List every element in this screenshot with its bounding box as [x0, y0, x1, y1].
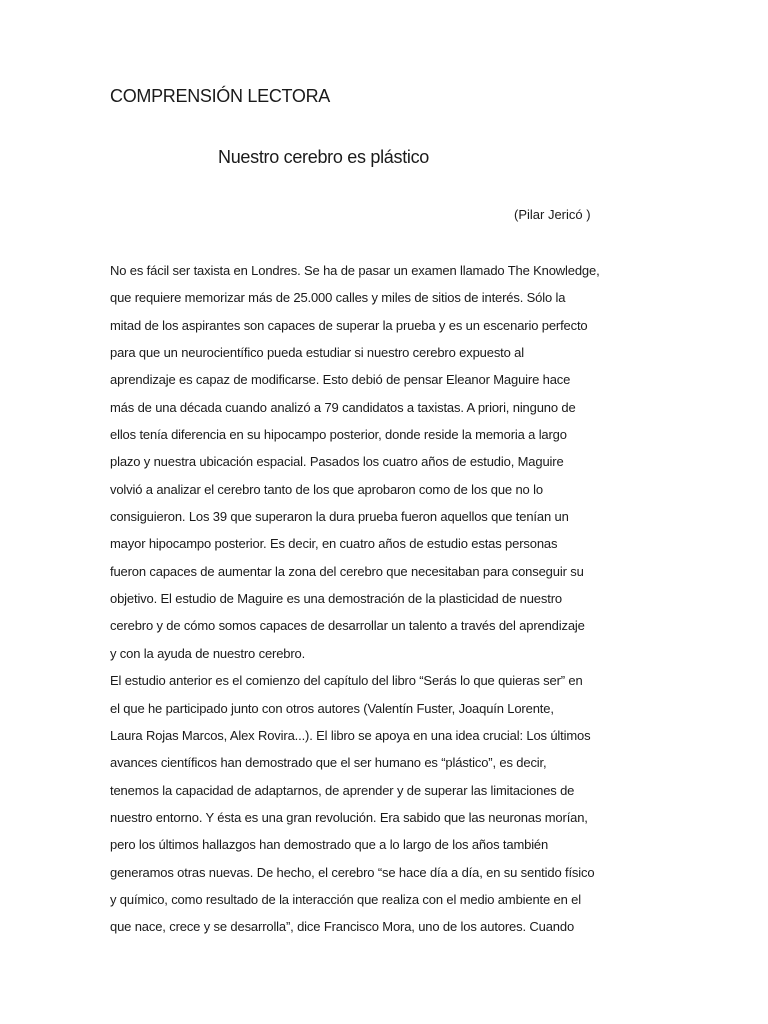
text-line: consiguieron. Los 39 que superaron la dura prueba fueron aquellos que tenían un	[110, 509, 569, 525]
text-line: y químico, como resultado de la interacción que realiza con el medio ambiente en el	[110, 891, 581, 907]
text-line: cerebro y de cómo somos capaces de desarrollar un talento a través del aprendizaje	[110, 618, 585, 634]
text-line: para que un neurocientífico pueda estudiar si nuestro cerebro expuesto al	[110, 345, 524, 361]
text-line: más de una década cuando analizó a 79 candidatos a taxistas. A priori, ninguno de	[110, 399, 576, 415]
article-body	[110, 257, 610, 941]
text-line: el que he participado junto con otros autores (Valentín Fuster, Joaquín Lorente,	[110, 700, 554, 716]
article-title: Nuestro cerebro es plástico	[218, 147, 430, 167]
text-line: generamos otras nuevas. De hecho, el cerebro “se hace día a día, en su sentido físico	[110, 864, 595, 880]
text-line: volvió a analizar el cerebro tanto de los que aprobaron como de los que no lo	[110, 481, 543, 497]
text-line: fueron capaces de aumentar la zona del cerebro que necesitaban para conseguir su	[110, 563, 584, 579]
article-author: (Pilar Jericó )	[514, 207, 591, 222]
text-line: Laura Rojas Marcos, Alex Rovira...). El libro se apoya en una idea crucial: Los últimos	[110, 727, 591, 743]
text-line: aprendizaje es capaz de modificarse. Esto debió de pensar Eleanor Maguire hace	[110, 372, 571, 388]
text-line: que requiere memorizar más de 25.000 calles y miles de sitios de interés. Sólo la	[110, 290, 566, 306]
text-line: nuestro entorno. Y ésta es una gran revolución. Era sabido que las neuronas morían,	[110, 809, 588, 825]
text-line: pero los últimos hallazgos han demostrado que a lo largo de los años también	[110, 837, 549, 853]
text-line: El estudio anterior es el comienzo del capítulo del libro “Serás lo que quieras ser” en	[110, 673, 583, 689]
text-line: ellos tenía diferencia en su hipocampo posterior, donde reside la memoria a largo	[110, 427, 567, 443]
text-line: No es fácil ser taxista en Londres. Se ha de pasar un examen llamado The Knowledge,	[110, 263, 600, 278]
text-line: tenemos la capacidad de adaptarnos, de aprender y de superar las limitaciones de	[110, 782, 575, 798]
text-line: objetivo. El estudio de Maguire es una demostración de la plasticidad de nuestro	[110, 591, 562, 607]
text-line: y con la ayuda de nuestro cerebro.	[110, 645, 306, 661]
document-heading: COMPRENSIÓN LECTORA	[110, 86, 331, 106]
text-line: que nace, crece y se desarrolla”, dice Francisco Mora, uno de los autores. Cuando	[110, 919, 575, 935]
text-line: plazo y nuestra ubicación espacial. Pasados los cuatro años de estudio, Maguire	[110, 454, 564, 470]
text-line: avances científicos han demostrado que el ser humano es “plástico”, es decir,	[110, 755, 547, 771]
text-line: mayor hipocampo posterior. Es decir, en cuatro años de estudio estas personas	[110, 536, 558, 552]
text-line: mitad de los aspirantes son capaces de superar la prueba y es un escenario perfecto	[110, 317, 588, 333]
